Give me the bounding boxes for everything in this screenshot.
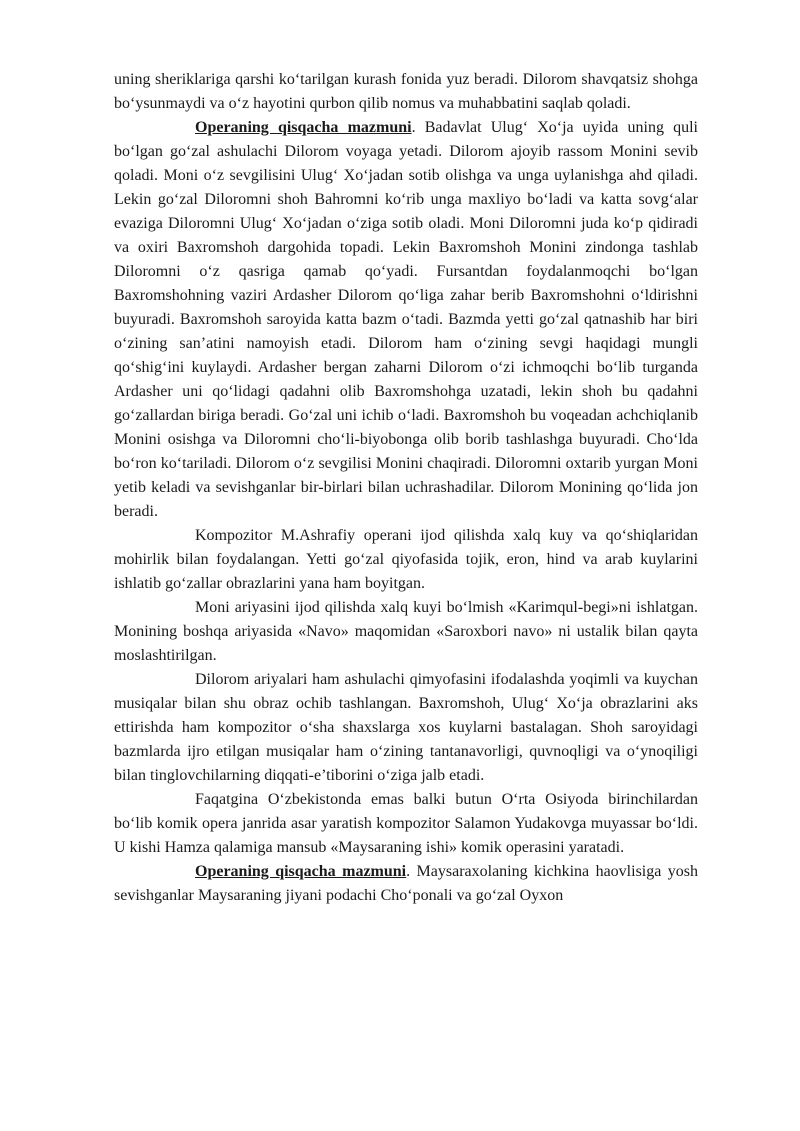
paragraph-7 [114,860,698,908]
paragraph-3 [114,524,698,596]
paragraph-5 [114,668,698,788]
paragraph-text: . Badavlat Ulug‘ Xo‘ja uyida uning quli bo‘lgan go‘zal ashulachi Dilorom voyaga yetadi. Dilorom ajoyib rassom Monini sevib qoladi. Moni o‘z sevgilisini Ulug‘ Xo‘jadan sotib olishga va unga uylanishga ahd qiladi. Lekin go‘zal Diloromni shoh Bahromni ko‘rib unga maxliyo bo‘ladi va katta sovg‘alar evaziga Diloromni Ulug‘ Xo‘jadan o‘ziga sotib oladi. Moni Diloromni juda ko‘p qidiradi va oxiri Baxromshoh dargohida topadi. Lekin Baxromshoh Monini zindonga tashlab Diloromni o‘z qasriga qamab qo‘yadi. Fursantdan foydalanmoqchi bo‘lgan Baxromshohning vaziri Ardasher Dilorom qo‘liga zahar berib Baxromshohni o‘ldirishni buyuradi. Baxromshoh saroyida katta bazm o‘tadi. Bazmda yetti go‘zal qatnashib har biri o‘zining san’atini namoyish etadi. Dilorom ham o‘zining sevgi haqidagi mungli qo‘shig‘ini kuylaydi. Ardasher bergan zaharni Dilorom o‘zi ichmoqchi bo‘lib turganda Ardasher uni qo‘lidagi qadahni olib Baxromshohga uzatadi, lekin shoh bu qadahni go‘zallardan biriga beradi. Go‘zal uni ichib o‘ladi. Baxromshoh bu voqeadan achchiqlanib Monini osishga va Diloromni cho‘li-biyobonga olib borib tashlashga buyuradi. Cho‘lda bo‘ron ko‘tariladi. Dilorom o‘z sevgilisi Monini chaqiradi. Diloromni oxtarib yurgan Moni yetib keladi va sevishganlar bir-birlari bilan uchrashadilar. Dilorom Monining qo‘lida jon beradi. [114,119,698,520]
paragraph-1 [114,68,698,116]
paragraph-2 [114,116,698,524]
section-heading: Operaning qisqacha mazmuni [195,863,407,880]
paragraph-text: Kompozitor M.Ashrafiy operani ijod qilishda xalq kuy va qo‘shiqlaridan mohirlik bilan foydalangan. Yetti go‘zal qiyofasida tojik, eron, hind va arab kuylarini ishlatib go‘zallar obrazlarini yana ham boyitgan. [114,527,698,592]
paragraph-text: uning sheriklariga qarshi ko‘tarilgan kurash fonida yuz beradi. Dilorom shavqatsiz shohga bo‘ysunmaydi va o‘z hayotini qurbon qilib nomus va muhabbatini saqlab qoladi. [114,71,698,112]
paragraph-text: Faqatgina O‘zbekistonda emas balki butun O‘rta Osiyoda birinchilardan bo‘lib komik opera janrida asar yaratish kompozitor Salamon Yudakovga muyassar bo‘ldi. U kishi Hamza qalamiga mansub «Maysaraning ishi» komik operasini yaratadi. [114,791,698,856]
document-page [114,68,698,908]
paragraph-text: Moni ariyasini ijod qilishda xalq kuyi bo‘lmish «Karimqul-begi»ni ishlatgan. Monining boshqa ariyasida «Navo» maqomidan «Saroxbori navo» ni ustalik bilan qayta moslashtirilgan. [114,599,698,664]
paragraph-4 [114,596,698,668]
paragraph-text: Dilorom ariyalari ham ashulachi qimyofasini ifodalashda yoqimli va kuychan musiqalar bilan shu obraz ochib tashlangan. Baxromshoh, Ulug‘ Xo‘ja obrazlarini aks ettirishda ham kompozitor o‘sha shaxslarga xos kuylarni bastalagan. Shoh saroyidagi bazmlarda ijro etilgan musiqalar ham o‘zining tantanavorligi, quvnoqligi va o‘ynoqiligi bilan tinglovchilarning diqqati-e’tiborini o‘ziga jalb etadi. [114,671,698,784]
paragraph-text: . Maysaraxolaning kichkina haovlisiga yosh sevishganlar Maysaraning jiyani podachi Cho‘ponali va go‘zal Oyxon [114,863,698,904]
paragraph-6 [114,788,698,860]
section-heading: Operaning qisqacha mazmuni [195,119,412,136]
